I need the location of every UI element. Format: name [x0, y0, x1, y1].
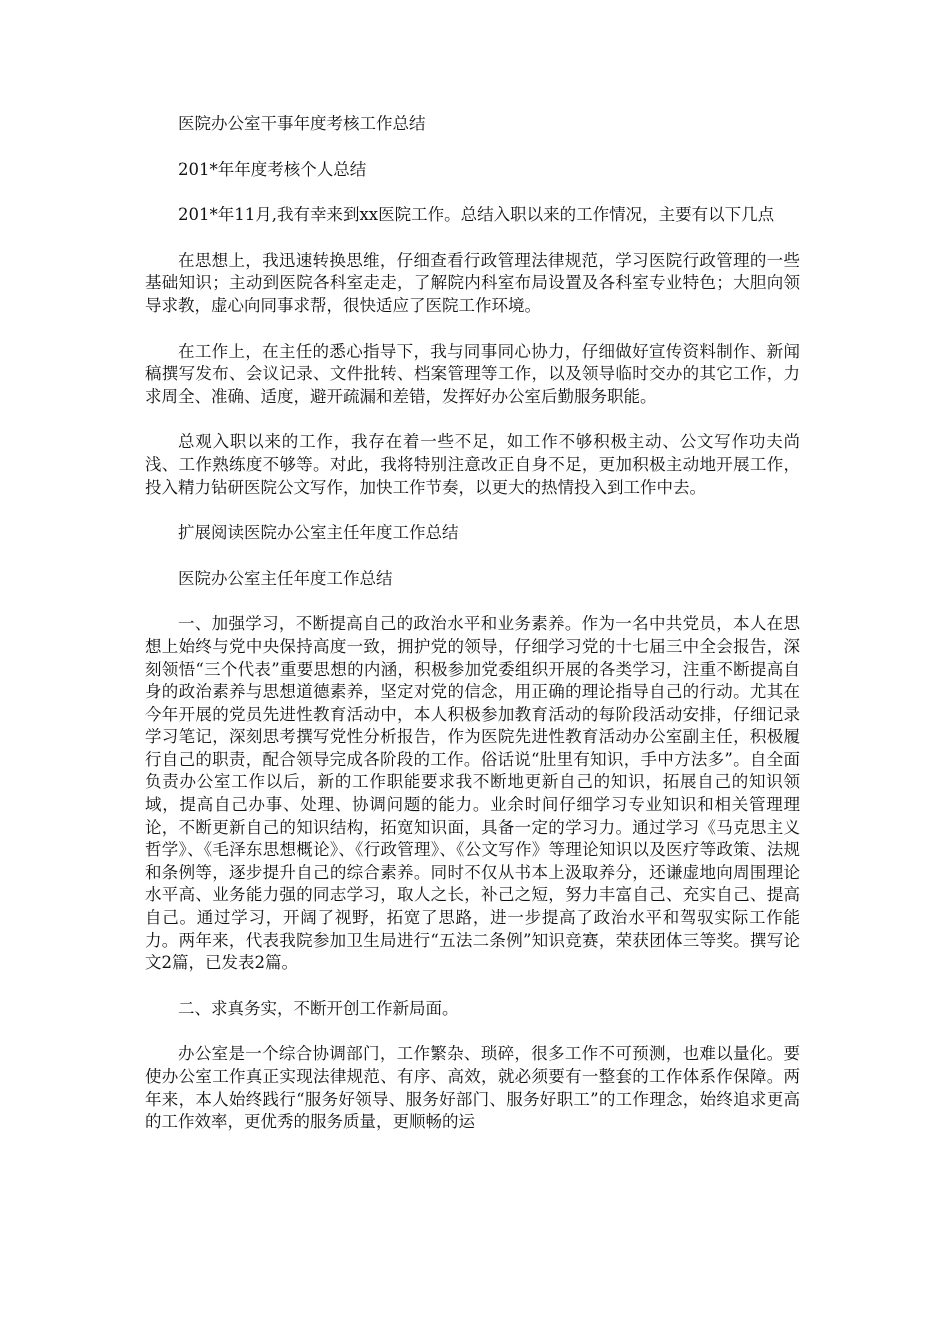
paragraph: 总观入职以来的工作，我存在着一些不足，如工作不够积极主动、公文写作功夫尚浅、工作熟练度不够等。对此，我将特别注意改正自身不足，更加积极主动地开展工作，投入精力钻研医院公文写作，加快工作节奏，以更大的热情投入到工作中去。: [145, 432, 800, 497]
paragraph: 201*年11月,我有幸来到xx医院工作。总结入职以来的工作情况，主要有以下几点: [178, 205, 775, 225]
paragraph: 在思想上，我迅速转换思维，仔细查看行政管理法律规范，学习医院行政管理的一些基础知识；主动到医院各科室走走，了解院内科室布局设置及各科室专业特色；大胆向领导求教，虚心向同事求帮，很快适应了医院工作环境。: [145, 250, 800, 315]
section-title: 201*年年度考核个人总结: [178, 159, 367, 179]
section-heading: 二、求真务实，不断开创工作新局面。: [178, 998, 459, 1018]
section-title: 医院办公室主任年度工作总结: [178, 568, 393, 588]
document-title: 医院办公室干事年度考核工作总结: [178, 114, 426, 133]
document-page: [145, 113, 800, 1157]
paragraph: 一、加强学习，不断提高自己的政治水平和业务素养。作为一名中共党员，本人在思想上始终与党中央保持高度一致，拥护党的领导，仔细学习党的十七届三中全会报告，深刻领悟“三个代表”重要思想的内涵，积极参加党委组织开展的各类学习，注重不断提高自身的政治素养与思想道德素养，坚定对党的信念，用正确的理论指导自己的行动。尤其在今年开展的党员先进性教育活动中，本人积极参加教育活动的每阶段活动安排，仔细记录学习笔记，深刻思考撰写党性分析报告，作为医院先进性教育活动办公室副主任，积极履行自己的职责，配合领导完成各阶段的工作。俗话说“肚里有知识，手中方法多”。自全面负责办公室工作以后，新的工作职能要求我不断地更新自己的知识，拓展自己的知识领域，提高自己办事、处理、协调问题的能力。业余时间仔细学习专业知识和相关管理理论，不断更新自己的知识结构，拓宽知识面，具备一定的学习力。通过学习《马克思主义哲学》、《毛泽东思想概论》、《行政管理》、《公文写作》等理论知识以及医疗等政策、法规和条例等，逐步提升自己的综合素养。同时不仅从书本上汲取养分，还谦虚地向周围理论水平高、业务能力强的同志学习，取人之长，补己之短，努力丰富自己、充实自己、提高自己。通过学习，开阔了视野，拓宽了思路，进一步提高了政治水平和驾驭实际工作能力。两年来，代表我院参加卫生局进行“五法二条例”知识竞赛，荣获团体三等奖。撰写论文2篇，已发表2篇。: [145, 614, 800, 973]
section-title: 扩展阅读医院办公室主任年度工作总结: [178, 523, 459, 543]
paragraph: 在工作上，在主任的悉心指导下，我与同事同心协力，仔细做好宣传资料制作、新闻稿撰写发布、会议记录、文件批转、档案管理等工作，以及领导临时交办的其它工作，力求周全、准确、适度，避开疏漏和差错，发挥好办公室后勤服务职能。: [145, 341, 800, 406]
paragraph: 办公室是一个综合协调部门，工作繁杂、琐碎，很多工作不可预测，也难以量化。要使办公室工作真正实现法律规范、有序、高效，就必须要有一整套的工作体系作保障。两年来，本人始终践行“服务好领导、服务好部门、服务好职工”的工作理念，始终追求更高的工作效率，更优秀的服务质量，更顺畅的运: [145, 1044, 800, 1132]
